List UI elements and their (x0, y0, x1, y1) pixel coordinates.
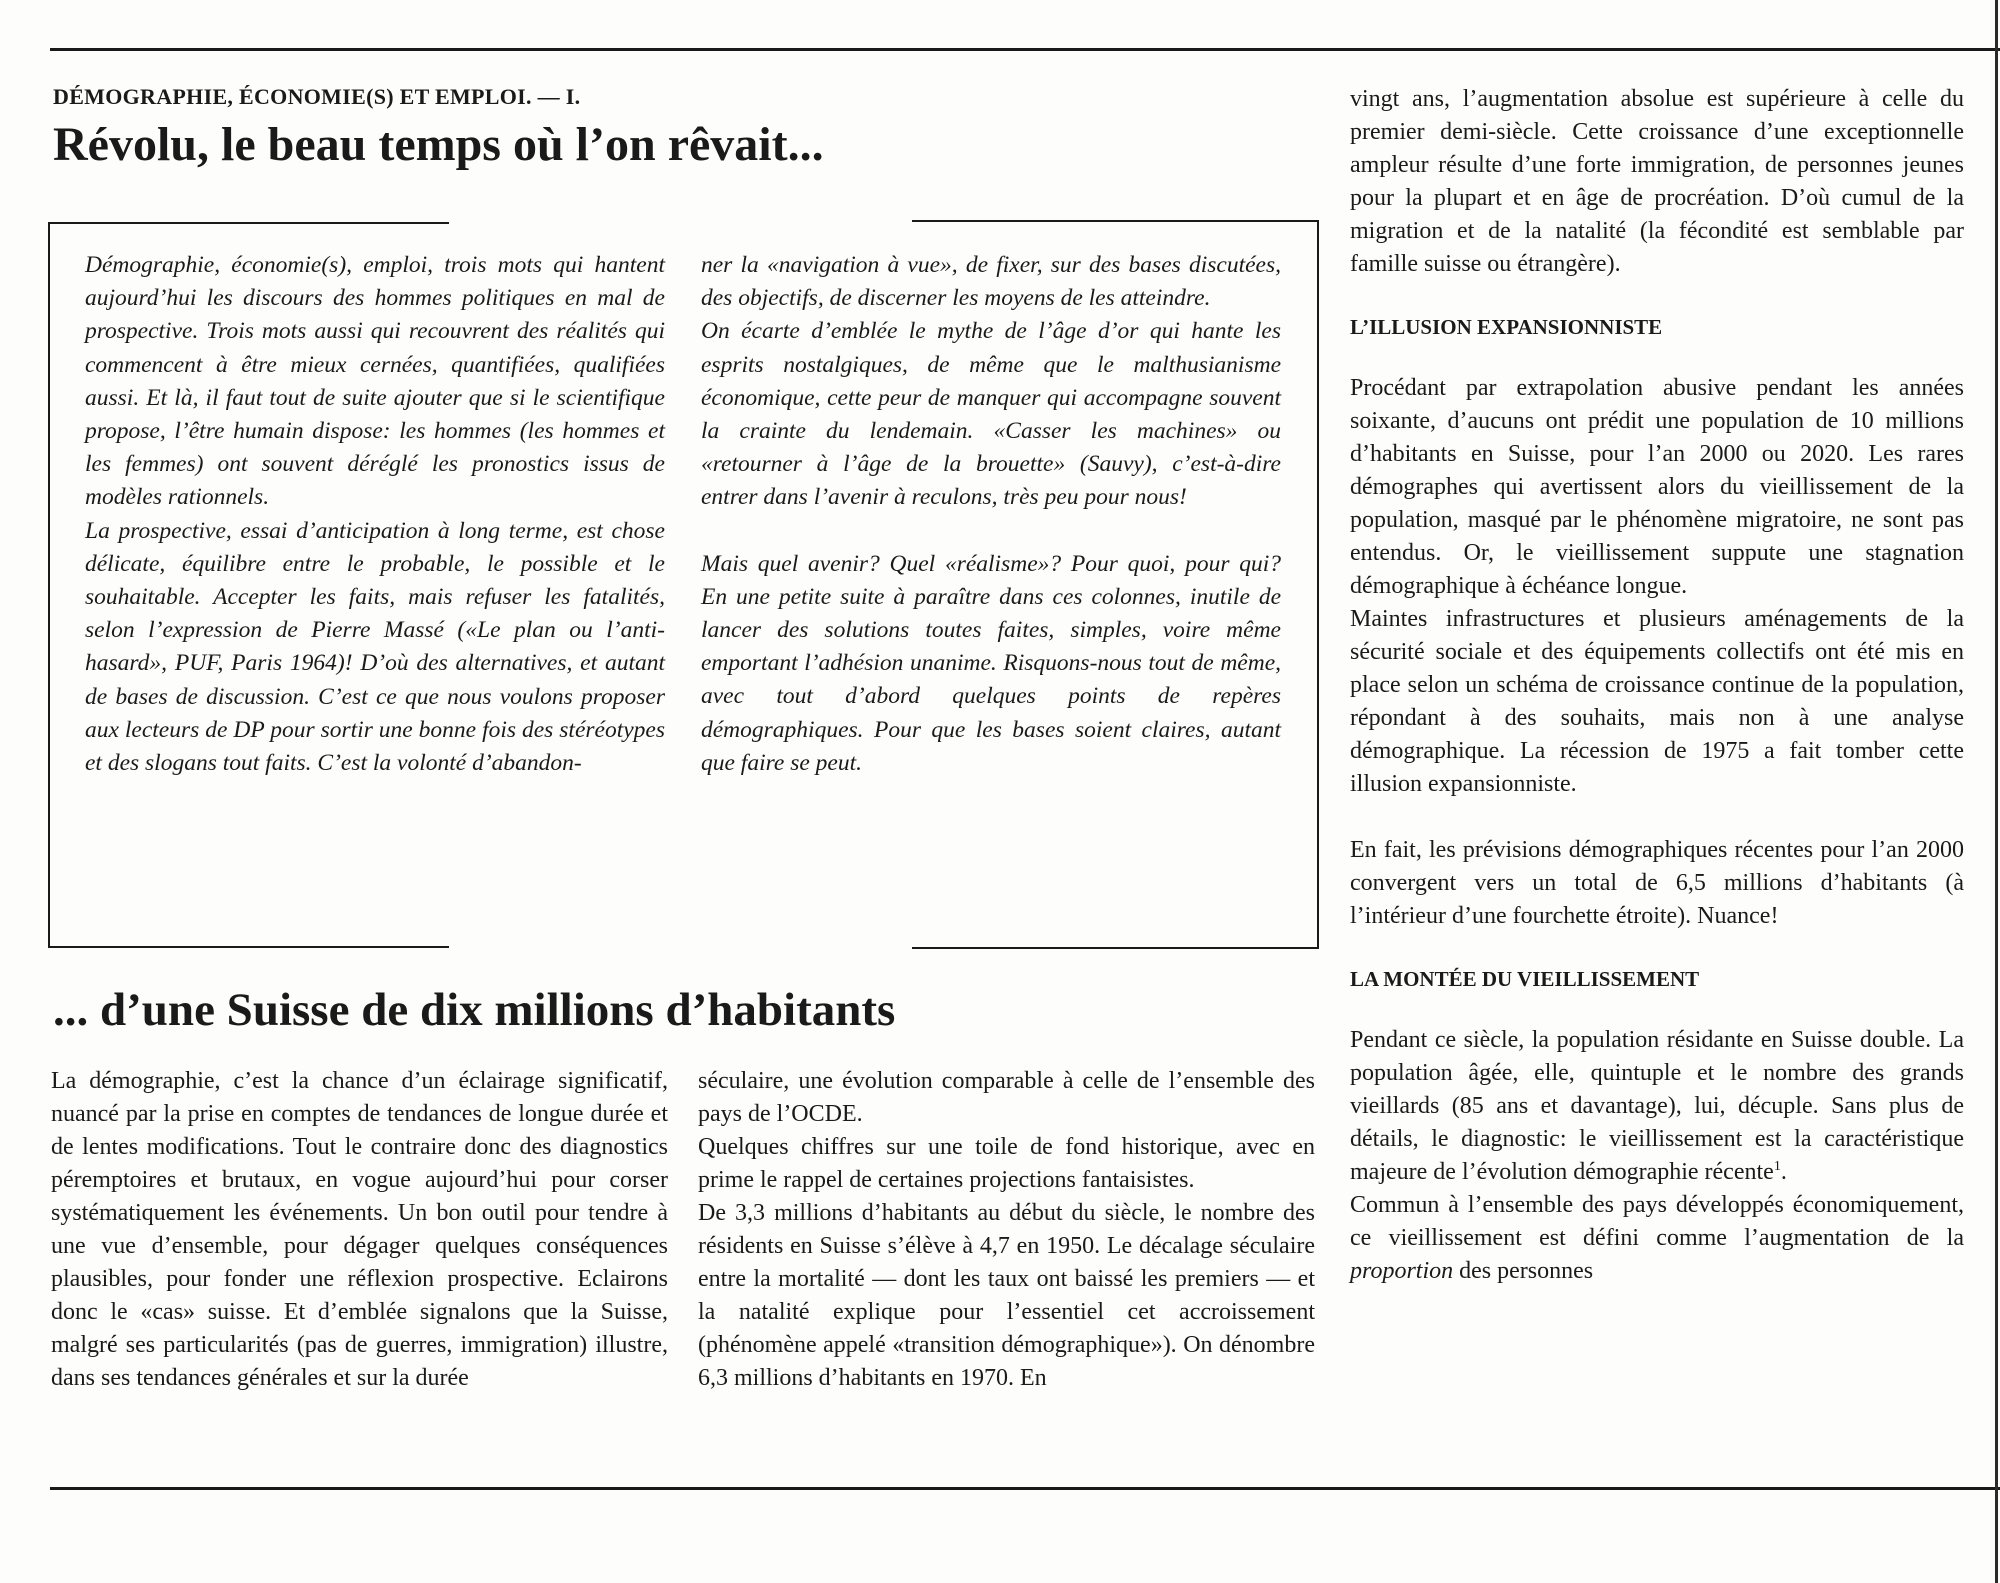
headline: Révolu, le beau temps où l’on rêvait... (53, 118, 824, 171)
intro-paragraph: Démographie, économie(s), emploi, trois mots qui hantent aujourd’hui les discours des hommes politiques en mal de prospective. Trois mots aussi qui recouvrent des réalités qui commencent à être mieux cernées, quantifiées, qualifiées aussi. Et là, il faut tout de suite ajouter que si le scientifique propose, l’être humain dispose: les hommes (les hommes et les femmes) ont souvent déréglé les pronostics issus de modèles rationnels. (85, 252, 665, 511)
bottom-rule (50, 1487, 2000, 1490)
body-column-1 (51, 1065, 668, 1395)
intro-paragraph: ner la «navigation à vue», de fixer, sur des bases discutées, des objectifs, de discerner les moyens de les atteindre. (701, 252, 1281, 312)
body-column-3 (1350, 83, 1964, 1288)
intro-column-1 (85, 249, 665, 780)
intro-paragraph: On écarte d’emblée le mythe de l’âge d’or qui hante les esprits nostalgiques, de même que le malthusianisme économique, cette peur de manquer qui accompagne souvent la crainte du lendemain. «Casser les machines» ou «retourner à l’âge de la brouette» (Sauvy), c’est-à-dire entrer dans l’avenir à reculons, très peu pour nous! (701, 318, 1281, 511)
body-paragraph: séculaire, une évolution comparable à celle de l’ensemble des pays de l’OCDE. (698, 1068, 1315, 1127)
body-paragraph: Quelques chiffres sur une toile de fond historique, avec en prime le rappel de certaines projections fantaisistes. (698, 1134, 1315, 1193)
intro-paragraph: La prospective, essai d’anticipation à long terme, est chose délicate, équilibre entre le probable, le possible et le souhaitable. Accepter les faits, mais refuser les fatalités, selon l’expression de Pierre Massé («Le plan ou l’anti-hasard», PUF, Paris 1964)! D’où des alternatives, et autant de bases de discussion. C’est ce que nous voulons proposer aux lecteurs de DP pour sortir une bonne fois des stéréotypes et des slogans tout faits. C’est la volonté d’abandon- (85, 517, 665, 777)
footnote-marker: 1 (1773, 1159, 1781, 1174)
body-paragraph: Maintes infrastructures et plusieurs aménagements de la sécurité sociale et des équipements collectifs ont été mis en place selon un schéma de croissance continue de la population, répondant à des souhaits, mais non à une analyse démographique. La récession de 1975 a fait tomber cette illusion expansionniste. (1350, 606, 1964, 797)
body-paragraph: Pendant ce siècle, la population résidante en Suisse double. La population âgée, elle, quintuple et le nombre des grands vieillards (85 ans et davantage), lui, décuple. Sans plus de détails, le diagnostic: le vieillissement est la caractéristique majeure de l’évolution démographie récente$^1$. (1350, 1027, 1964, 1185)
body-paragraph: Procédant par extrapolation abusive pendant les années soixante, d’aucuns ont prédit une population de 10 millions d’habitants en Suisse, pour l’an 2000 ou 2020. Les rares démographes qui avertissent alors du vieillissement de la population, masqué par le phénomène migratoire, ne sont pas entendus. Or, le vieillissement suppute une stagnation démographique à échéance longue. (1350, 375, 1964, 599)
intro-column-2 (701, 249, 1281, 780)
body-paragraph: De 3,3 millions d’habitants au début du siècle, le nombre des résidents en Suisse s’élève à 4,7 en 1950. Le décalage séculaire entre la mortalité — dont les taux ont baissé les premiers — et la natalité explique pour l’essentiel cet accroissement (phénomène appelé «transition démographique»). On dénombre 6,3 millions d’habitants en 1970. En (698, 1200, 1315, 1391)
section-subhead-vieillissement: LA MONTÉE DU VIEILLISSEMENT (1350, 967, 1700, 991)
top-rule (50, 48, 2000, 51)
body-paragraph: vingt ans, l’augmentation absolue est supérieure à celle du premier demi-siècle. Cette croissance d’une exceptionnelle ampleur résulte d’une forte immigration, de personnes jeunes pour la plupart et en âge de procréation. D’où cumul de la migration et de la natalité (la fécondité est semblable par famille suisse ou étrangère). (1350, 86, 1964, 277)
body-paragraph: En fait, les prévisions démographiques récentes pour l’an 2000 convergent vers un total de 6,5 millions d’habitants (à l’intérieur d’une fourchette étroite). Nuance! (1350, 837, 1964, 929)
body-paragraph: La démographie, c’est la chance d’un éclairage significatif, nuancé par la prise en comptes de tendances de longue durée et de lentes modifications. Tout le contraire donc des diagnostics péremptoires et brutaux, en vogue aujourd’hui pour corser systématiquement les événements. Un bon outil pour tendre à une vue d’ensemble, pour dégager quelques conséquences plausibles, pour fonder une réflexion prospective. Eclairons donc le «cas» suisse. Et d’emblée signalons que la Suisse, malgré ses particularités (pas de guerres, immigration) illustre, dans ses tendances générales et sur la durée (51, 1068, 668, 1391)
intro-paragraph: Mais quel avenir? Quel «réalisme»? Pour quoi, pour qui? En une petite suite à paraître dans ces colonnes, inutile de lancer des solutions toutes faites, simples, voire même emportant l’adhésion unanime. Risquons-nous tout de même, avec tout d’abord quelques points de repères démographiques. Pour que les bases soient claires, autant que faire se peut. (701, 550, 1281, 776)
page-edge (1995, 0, 1998, 1583)
body-column-2 (698, 1065, 1315, 1395)
body-paragraph: Commun à l’ensemble des pays développés économiquement, ce vieillissement est défini comme l’augmentation de la proportion des personnes (1350, 1192, 1964, 1284)
section-subhead-illusion: L’ILLUSION EXPANSIONNISTE (1350, 315, 1663, 339)
section-label: DÉMOGRAPHIE, ÉCONOMIE(S) ET EMPLOI. — I. (53, 84, 581, 109)
subheadline: ... d’une Suisse de dix millions d’habitants (53, 984, 896, 1036)
